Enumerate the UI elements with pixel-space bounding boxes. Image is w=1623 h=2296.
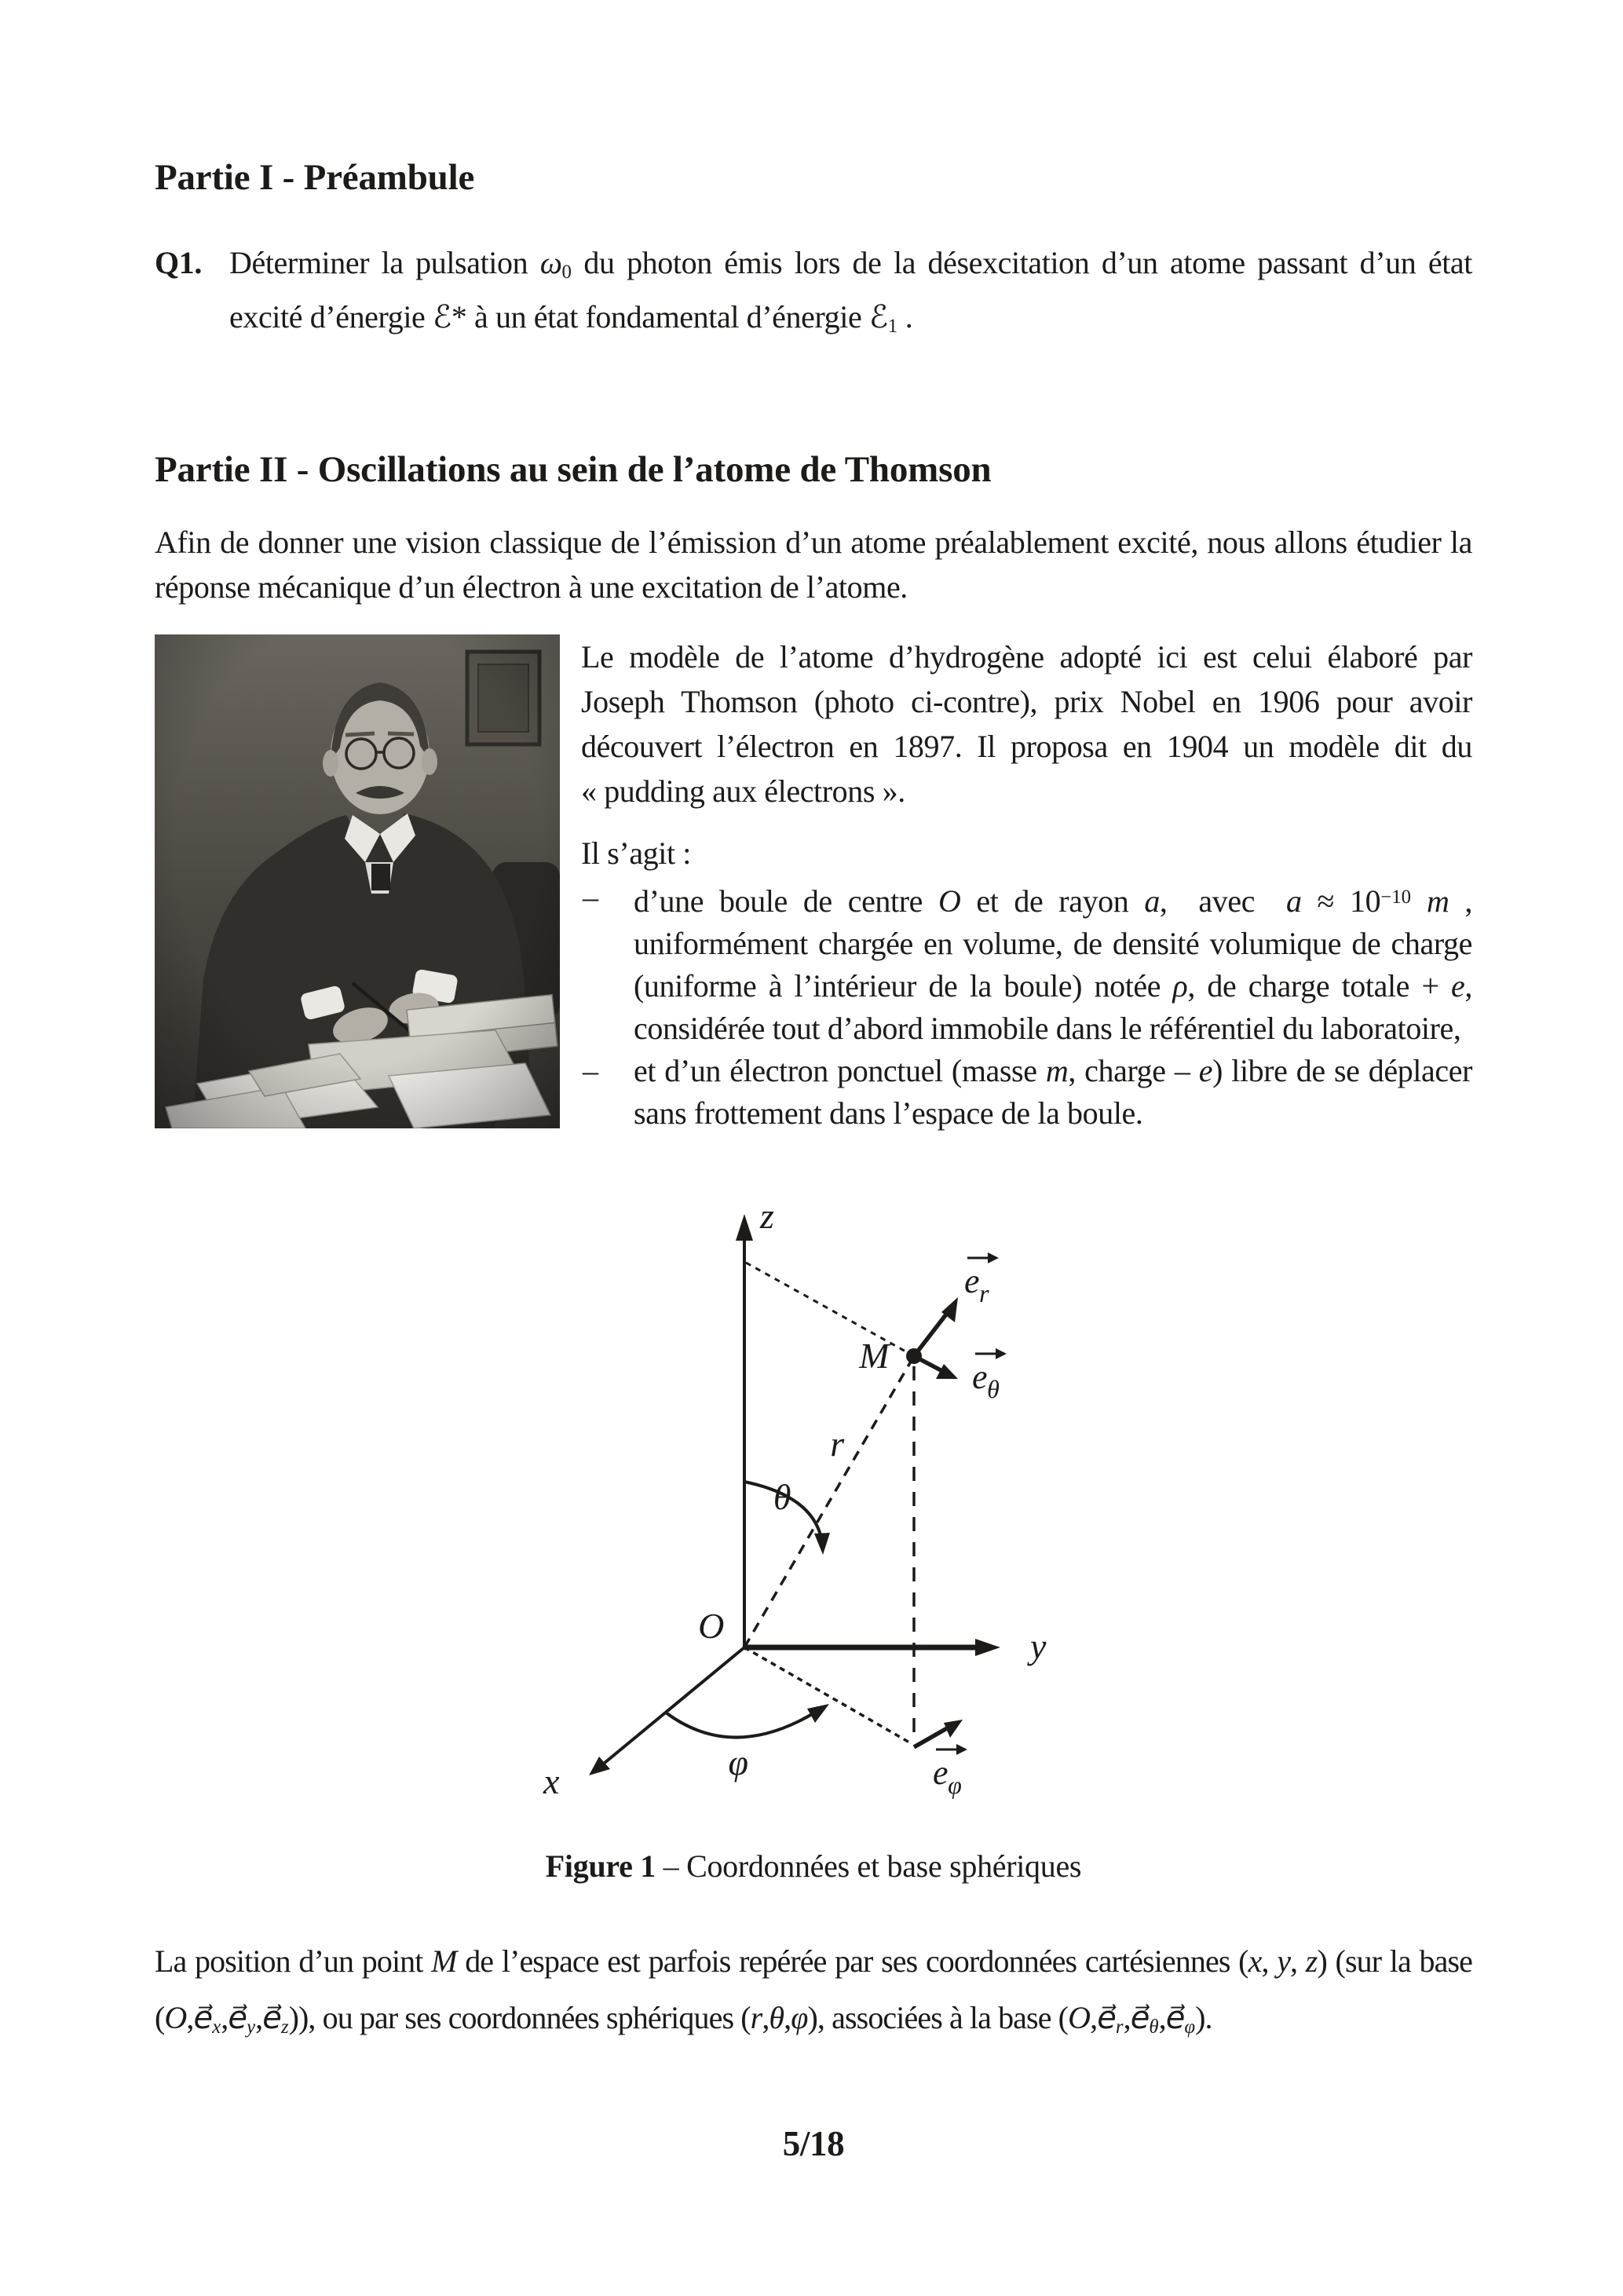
ephi-arrowhead — [944, 1720, 963, 1738]
origin-label: O — [698, 1606, 724, 1646]
theta-arc-arrowhead — [814, 1533, 830, 1555]
y-axis-label: y — [1030, 1626, 1047, 1666]
etheta-label — [972, 1348, 1007, 1403]
figure-caption — [155, 1844, 1472, 1888]
x-axis — [605, 1647, 744, 1763]
thomson-section — [155, 634, 1472, 1135]
ephi-label — [933, 1744, 967, 1799]
part2-intro: Afin de donner une vision classique de l’émission d’un atome préalablement excité, nous allons étudier la réponse mécanique d’un électron à une excitation de l’atome. — [155, 525, 1472, 605]
question-q1 — [155, 240, 1472, 349]
thomson-photo-illustration — [155, 634, 560, 1128]
r-dashed-line — [744, 1356, 914, 1647]
x-axis-label: x — [543, 1761, 560, 1801]
ephi-vector — [914, 1728, 947, 1747]
figure-caption-text: – Coordonnées et base sphériques — [655, 1848, 1082, 1884]
question-number: Q1. — [155, 245, 202, 280]
z-axis-label: z — [760, 1196, 774, 1236]
y-axis-arrowhead — [975, 1639, 1000, 1656]
list-item-dash: – — [583, 1053, 598, 1089]
etheta-vector — [914, 1356, 942, 1371]
figure-caption-number: Figure 1 — [545, 1848, 656, 1884]
thomson-text-column — [581, 634, 1472, 1135]
thomson-photo — [155, 634, 560, 1128]
thomson-paragraph: Le modèle de l’atome d’hydrogène adopté ici est celui élaboré par Joseph Thomson (photo ci-contre), prix Nobel en 1906 pour avoir découvert l’électron en 1897. Il proposa en 1904 un modèle dit du « pudding aux électrons ». — [581, 639, 1472, 809]
svg-text:eθ: $e_\theta$ — [972, 1358, 1000, 1403]
svg-text:eφ: $e_\varphi$ — [933, 1753, 962, 1799]
er-label — [964, 1252, 999, 1307]
page-number: 5/18 — [782, 2124, 845, 2163]
phi-arc-arrowhead — [807, 1704, 829, 1723]
theta-label: θ — [773, 1477, 791, 1517]
svg-text:er: $e_r$ — [964, 1262, 989, 1307]
question-text: Déterminer la pulsation $\omega_0$ du photon émis lors de la désexcitation d’un atome passant d’un état excité d’énergie ℰ* à un état fondamental d’énergie ℰ$_1$ . — [229, 245, 1472, 338]
point-M-label: M — [859, 1336, 889, 1376]
O-to-projection-dashed-line — [744, 1647, 911, 1743]
part1-heading: Partie I - Préambule — [155, 157, 475, 198]
list-item — [581, 1050, 1472, 1135]
model-list — [581, 876, 1472, 1135]
z-axis-arrowhead — [736, 1214, 753, 1241]
list-item-text: et d’un électron ponctuel (masse m, charge – e) libre de se déplacer sans frottement dans l’espace de la boule. — [634, 1053, 1472, 1132]
r-label: r — [830, 1424, 844, 1464]
coordinates-paragraph: La position d’un point M de l’espace est parfois repérée par ses coordonnées cartésiennes (x, y, z) (sur la base $(O,e⃗_x,e⃗_y,e⃗_z)$), ou par ses coordonnées sphériques (r,θ,φ), associées à la base $(O,e⃗_r,e⃗_\theta,e⃗_\varphi)$. — [155, 1943, 1472, 2038]
part2-heading: Partie II - Oscillations au sein de l’atome de Thomson — [155, 449, 992, 490]
phi-angle-arc — [666, 1709, 820, 1738]
figure-1-diagram — [487, 1187, 1197, 1839]
spherical-coordinates-figure — [487, 1187, 1197, 1839]
phi-label: φ — [728, 1742, 748, 1782]
list-item-dash: – — [583, 879, 598, 915]
list-item-text: d’une boule de centre O et de rayon a, avec $a \approx 10^{-10}$ m , uniformément chargée en volume, de densité volumique de charge (uniforme à l’intérieur de la boule) notée ρ, de charge totale + e, considérée tout d’abord immobile dans le référentiel du laboratoire, — [634, 883, 1472, 1047]
il-sagit-line: Il s’agit : — [581, 835, 692, 871]
er-vector — [914, 1311, 949, 1356]
list-item — [581, 876, 1472, 1050]
